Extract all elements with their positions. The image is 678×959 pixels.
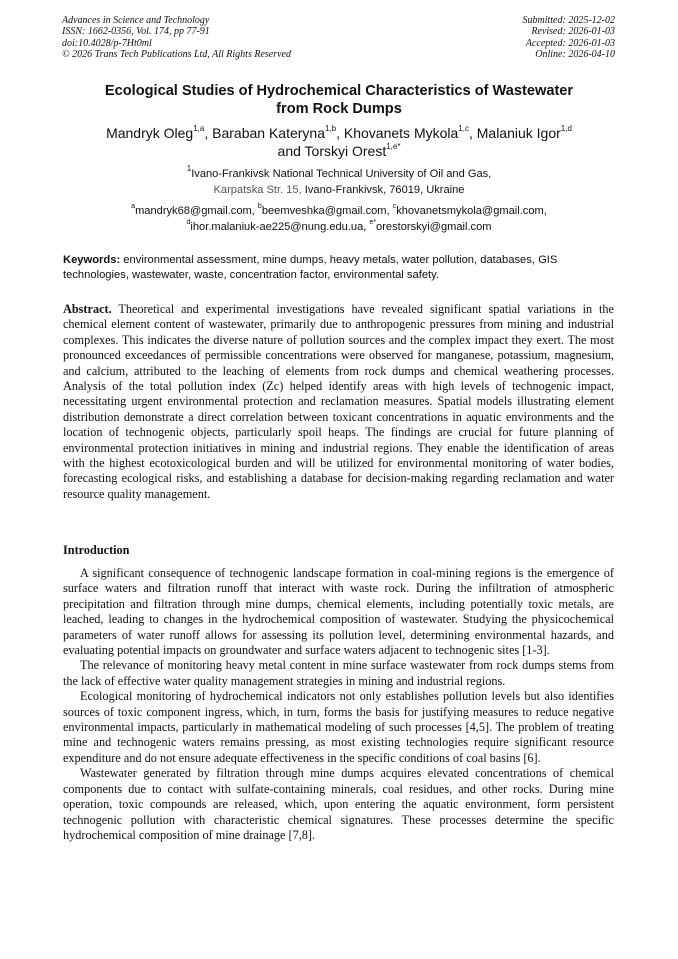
paragraph: The relevance of monitoring heavy metal content in mine surface wastewater from rock dumps stems from the lack of effective water quality management strategies in mining and industrial regions. xyxy=(63,658,614,688)
revised-date: Revised: 2026-01-03 xyxy=(531,26,615,38)
email-link[interactable]: mandryk68@gmail.com, xyxy=(135,205,258,217)
submitted-date: Submitted: 2025-12-02 xyxy=(522,15,615,26)
email-marker: e* xyxy=(369,218,377,226)
keywords-text: environmental assessment, mine dumps, heavy metals, water pollution, databases, GIS technologies, wastewater, waste, concentration factor, environmental safety. xyxy=(63,254,558,281)
affiliation-marker: 1 xyxy=(186,164,192,174)
author-affiliation-marker: 1,d xyxy=(560,124,572,134)
author-line-2 xyxy=(40,142,638,160)
author-affiliation-marker: 1,c xyxy=(458,124,469,134)
email-link[interactable]: khovanetsmykola@gmail.com, xyxy=(396,205,547,217)
email-link[interactable]: orestorskyi@gmail.com xyxy=(376,220,492,233)
abstract-text: Theoretical and experimental investigations have revealed significant spatial variations in the chemical element content of wastewater, primarily due to anthropogenic pressures from mining and industrial complexes. This indicates the diverse nature of pollution sources and the complex impact they exert. The most pronounced exceedances of permissible concentrations were observed for manganese, potassium, magnesium, and calcium, attributed to the leaching of elements from rock dumps and chemical weathering processes. Analysis of the total pollution index (Zc) helped identify areas with high levels of technogenic impact, necessitating urgent environmental protection and reclamation measures. Spatial models illustrating element distribution demonstrate a direct correlation between toxicant concentrations in aquatic environments and the location of technogenic objects, particularly spoil heaps. The findings are crucial for future planning of environmental protection initiatives in mining and industrial regions. They enable the identification of areas with the highest ecotoxicological burden and will be utilized for environmental monitoring of water bodies, forecasting ecological risks, and establishing a database for decision-making regarding reclamation and water resource quality management. xyxy=(63,302,614,501)
paragraph: Wastewater generated by filtration through mine dumps acquires elevated concentrations of chemical components due to contact with sulfate-containing minerals, coal residues, and other rocks. During mine operation, toxic compounds are released, which, upon entering the aquatic environment, form persistent technogenic pollution with characteristic chemical signatures. These processes determine the specific hydrochemical composition of mine drainage [7,8]. xyxy=(63,766,614,842)
author-separator: , xyxy=(204,125,213,141)
author-line-1 xyxy=(40,124,638,142)
paper-title-line-1: Ecological Studies of Hydrochemical Characteristics of Wastewater xyxy=(104,83,574,99)
paragraph: A significant consequence of technogenic landscape formation in coal-mining regions is the emergence of surface waters and filtration runoff that interact with waste rock. During the infiltration of atmospheric precipitation and filtration through mine dumps, chemical elements, including potentially toxic metals, are leached, leading to changes in the hydrochemical composition of wastewater. Studying the physicochemical parameters of water runoff allows for assessing its pollution level, determining environmental hazards, and evaluating potential impacts on groundwater and surface waters adjacent to technogenic sites [1-3]. xyxy=(63,566,614,658)
author-affiliation-marker: 1,e* xyxy=(386,142,401,152)
author-affiliation-marker: 1,b xyxy=(324,124,337,134)
affiliation-line-1 xyxy=(40,164,638,183)
author-affiliation-marker: 1,a xyxy=(193,124,205,134)
author-list xyxy=(40,124,638,160)
email-link[interactable]: beemveshka@gmail.com, xyxy=(261,205,393,217)
affiliation xyxy=(40,164,638,198)
section-heading-introduction: Introduction xyxy=(63,543,130,557)
author-emails xyxy=(40,204,638,235)
journal-issn: ISSN: 1662-0356, Vol. 174, pp 77-91 xyxy=(62,26,210,38)
journal-doi[interactable]: doi:10.4028/p-7Ht0ml xyxy=(62,37,152,49)
email-marker: b xyxy=(257,203,262,211)
affiliation-institution: Ivano-Frankivsk National Technical University of Oil and Gas, xyxy=(191,168,492,180)
author-name: Baraban Kateryna xyxy=(212,125,325,141)
author-name: Mandryk Oleg xyxy=(106,125,194,141)
author-name: Khovanets Mykola xyxy=(343,125,459,141)
paragraph: Ecological monitoring of hydrochemical indicators not only establishes pollution levels but also identifies sources of toxic component ingress, which, in turn, forms the basis for justifying measures to reduce negative environmental impacts, particularly in mathematical modeling of such processes [4,5]. The problem of treating mine and technogenic waters remains pressing, as most existing technologies require significant resource expenditure and do not ensure adequate effectiveness in the specific conditions of coal basins [6]. xyxy=(63,689,614,765)
email-marker: c xyxy=(392,203,397,211)
affiliation-street: Karpatska Str. 15, xyxy=(213,183,302,196)
author-separator: , xyxy=(468,125,477,141)
journal-name: Advances in Science and Technology xyxy=(62,15,210,26)
affiliation-city: Ivano-Frankivsk, 76019, Ukraine xyxy=(301,183,465,196)
email-marker: a xyxy=(131,203,136,211)
keywords xyxy=(63,253,614,283)
publication-dates xyxy=(523,15,616,60)
affiliation-line-2 xyxy=(40,183,638,199)
online-date: Online: 2026-04-10 xyxy=(535,48,615,60)
accepted-date: Accepted: 2026-01-03 xyxy=(525,37,615,49)
email-line-2 xyxy=(40,220,638,236)
paper-title-line-2: from Rock Dumps xyxy=(276,101,402,117)
email-line-1 xyxy=(40,204,638,220)
author-name: and Torskyi Orest xyxy=(277,143,387,159)
journal-copyright: © 2026 Trans Tech Publications Ltd, All Rights Reserved xyxy=(62,48,291,60)
email-link[interactable]: ihor.malaniuk-ae225@nung.edu.ua, xyxy=(190,220,370,233)
introduction-body xyxy=(63,566,614,843)
author-name: Malaniuk Igor xyxy=(476,125,561,141)
paper-title xyxy=(40,82,638,118)
author-separator: , xyxy=(336,125,344,141)
journal-info xyxy=(62,15,291,60)
email-marker: d xyxy=(186,218,191,226)
abstract-label: Abstract. xyxy=(63,302,112,316)
abstract xyxy=(63,302,614,502)
keywords-label: Keywords: xyxy=(63,254,121,266)
